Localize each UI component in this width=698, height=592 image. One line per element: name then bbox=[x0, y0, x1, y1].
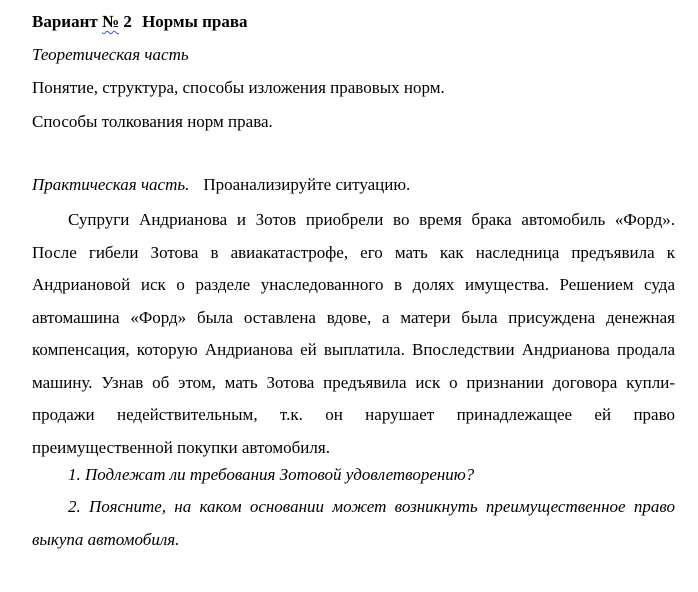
title-number: 2 bbox=[123, 12, 132, 31]
theory-section-label: Теоретическая часть bbox=[32, 45, 189, 64]
practice-section-label: Практическая часть. bbox=[32, 175, 190, 194]
case-description: Супруги Андрианова и Зотов приобрели во время брака автомобиль «Форд». После гибели Зотова в авиакатастрофе, его мать как наследница предъявила к Андриановой иск о разделе унаследованного в долях имущества. Решением суда автомашина «Форд» была оставлена вдове, а матери была присуждена денежная компенсация, которую Андрианова ей выплатила. Впоследствии Андрианова продала машину. Узнав об этом, мать Зотова предъявила иск о признании договора купли-продажи недействительным, т.к. он нарушает принадлежащее ей право преимущественной покупки автомобиля. bbox=[32, 210, 675, 457]
title-topic: Нормы права bbox=[142, 12, 248, 31]
title-number-sign: № bbox=[101, 12, 120, 31]
theory-question-1: Понятие, структура, способы изложения правовых норм. bbox=[32, 78, 445, 97]
practice-question-1: 1. Подлежат ли требования Зотовой удовлетворению? bbox=[68, 465, 475, 484]
practice-instruction: Проанализируйте ситуацию. bbox=[203, 175, 411, 194]
practice-question-2: 2. Поясните, на каком основании может возникнуть преимущественное право выкупа автомобиля. bbox=[32, 497, 675, 549]
title-variant: Вариант bbox=[32, 12, 98, 31]
practice-section-heading bbox=[32, 175, 410, 195]
document-title bbox=[32, 12, 248, 32]
theory-question-2: Способы толкования норм права. bbox=[32, 112, 273, 131]
